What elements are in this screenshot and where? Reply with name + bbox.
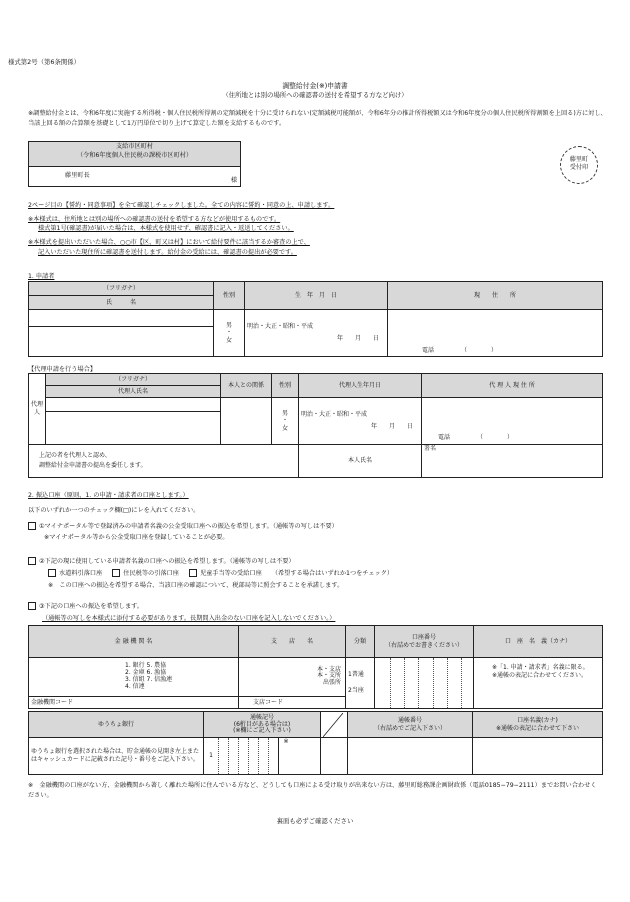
yucho-number-header [348,712,473,738]
child-allowance-checkbox[interactable] [189,569,197,577]
branch-header: 支 店 名 [239,626,346,658]
reception-stamp [560,146,598,184]
applicant-name-field[interactable] [29,326,214,356]
principal-signature-field[interactable] [422,444,603,477]
proxy-address-field[interactable] [422,398,603,444]
proxy-relation-field[interactable] [221,398,272,444]
applicant-phone: 電話 （ ） [422,346,498,354]
yucho-asterisk: ※ [278,738,293,774]
recipient-box [28,141,241,187]
proxy-address-header: 代 理 人 現 住 所 [422,374,603,398]
symbol-note: (6桁目がある場合は) (※欄にご記入下さい) [233,720,291,735]
option1-note: ※マイナポータル等から公金受取口座を登録していることが必要。 [44,534,229,541]
yucho-table [28,711,603,775]
signature-label: 署名 [424,444,437,452]
address-header: 現 住 所 [388,282,603,310]
branch-code-field[interactable] [239,696,346,708]
water-account-label: 水道料引落口座 [59,570,103,577]
form-subtitle: （住所地とは別の場所への確認書の送付を希望する方など向け） [222,91,408,99]
yucho-holder-field[interactable] [473,738,603,775]
yucho-holder-header [473,712,603,738]
applicant-ymd: 年 月 日 [336,335,379,343]
option1-checkbox[interactable] [28,522,36,530]
yucho-description: ゆうちょ銀行を選択された場合は、貯金通帳の見開き左上またはキャッシュカードに記載された記号・番号をご記入下さい。 [29,738,204,775]
option3-note: （通帳等の写しを本様式に添付する必要があります。長期間入出金のない口座を記入しないでください。） [42,615,336,622]
yucho-header: ゆうちょ銀行 [29,712,204,738]
proxy-table [28,373,603,478]
proxy-furigana-field[interactable] [46,398,221,411]
usage-note-1: ※本様式は、住所地とは別の場所への確認書の送付を希望する方などが使用するものです。 [28,216,281,223]
birthdate-header: 生 年 月 日 [245,282,388,310]
form-title: 調整給付金(※)申請書 [282,82,348,90]
option3-checkbox[interactable] [28,602,36,610]
applicant-address-field[interactable] [388,310,603,357]
holder-field[interactable] [474,658,603,709]
applicant-gender-options[interactable]: 男 ・ 女 [214,310,245,357]
proxy-phone: 電話 （ ） [438,434,514,442]
applicant-heading: 1. 申請者 [28,273,55,280]
yucho-number-label: 通帳番号 [397,717,422,724]
mayor-label: 藤里町長 [65,172,90,179]
institution-header: 金 融 機 関 名 [29,626,239,658]
symbol-header [204,712,321,738]
tax-account-label: 住民税等の引落口座 [123,570,179,577]
applicant-table [28,281,603,357]
stamp-line1: 藤里町 [569,156,589,163]
bank-code-field[interactable] [29,696,239,708]
recipient-header [29,142,240,167]
type-header: 分類 [346,626,375,658]
review-note-1: ※本様式を提出いただいた場合、○○市【区、町又は村】において給付要件に該当するか審査の上で、 [28,239,310,246]
yucho-symbol-field[interactable] [204,738,321,775]
yucho-holder-label: 口座名義(カナ) [517,717,558,724]
option3-text: ③下記の口座への振込を希望します。 [39,603,144,610]
holder-note: ※「1. 申請・請求者」名義に限る。 ※通帳の表記に合わせてください。 [492,664,589,680]
option2-consent: ※ この口座への振込を希望する場合、当該口座の確認について、税部局等に照会することを承諾します。 [48,582,344,589]
account-number-note: （右詰めでお書きください） [384,641,463,649]
applicant-birthdate-field[interactable] [245,310,388,357]
proxy-relation-header: 本人との関係 [221,374,272,398]
account-number-digits [375,658,473,708]
principal-name-label: 本人氏名 [299,444,422,477]
bank-table [28,625,603,709]
applicant-era-options: 明治・大正・昭和・平成 [247,323,314,331]
water-account-checkbox[interactable] [48,569,56,577]
choose-one-note: （希望する場合はいずれか1つをチェック） [271,570,394,577]
yucho-blank [321,738,348,775]
bank-code-label: 金融機関コード [31,698,74,706]
tax-account-checkbox[interactable] [112,569,120,577]
option1-text: ①マイナポータル等で登録済みの申請者名義の公金受取口座への振込を希望します。（通帳等の写しは不要） [39,523,338,530]
consent-statement: 2ページ目の【誓約・同意事項】を全て確認しチェックしました。全ての内容に誓約・同意の上、申請します。 [28,202,335,209]
proxy-furigana-header: （フリガナ） [46,374,221,386]
option3-row [28,601,143,610]
proxy-birthdate-field[interactable] [299,398,422,444]
footer-note: ※ 金融機関の口座がない方、金融機関から著しく離れた場所に住んでいる方など、どうしても口座による受け取りが出来ない方は、藤里町総務課企画財政係（電話0185−79−2111）までお問い合わせください。 [28,782,597,799]
institution-field[interactable]: 1. 銀行 5. 農協 2. 金庫 6. 漁協 3. 信組 7. 信漁連 4. 信連 [29,658,239,697]
proxy-name-header: 代理人氏名 [46,386,221,398]
proxy-birthdate-header: 代理人生年月日 [299,374,422,398]
account-number-header [375,626,474,658]
yucho-one: 1 [209,752,213,759]
option2-suboptions [48,568,393,577]
back-page-note: 裏面も必ずご確認ください [276,817,354,825]
proxy-gender-options[interactable]: 男 ・ 女 [272,398,299,444]
diagonal-slash [323,713,343,737]
form-number: 様式第2号（第6条関係） [8,58,81,66]
stamp-line2: 受付印 [569,164,589,172]
proxy-gender-header: 性別 [272,374,299,398]
account-number-field[interactable] [375,658,474,709]
proxy-era-options: 明治・大正・昭和・平成 [301,411,368,419]
option2-text: ②下記の現に使用している申請者名義の口座への振込を希望します。（通帳等の写しは不要） [39,558,295,565]
bank-heading: 2. 振込口座（原則、1. の申請・請求者の口座とします。） [28,492,189,499]
option2-checkbox[interactable] [28,557,36,565]
proxy-name-field[interactable] [46,411,221,444]
honorific: 様 [230,177,237,184]
recipient-line2: （令和6年度個人住民税の課税市区町村） [76,151,193,159]
option1-row [28,521,338,530]
symbol-label: 通帳記号 [249,714,274,722]
furigana-header: （フリガナ） [29,282,214,296]
proxy-heading: 【代理申請を行う場合】 [28,366,97,373]
account-number-label: 口座番号 [411,634,436,641]
delegation-text: 上記の者を代理人と認め、 調整給付金申請書の提出を委任します。 [29,444,299,477]
branch-field[interactable]: 本・支店 本・支所 出張所 [239,658,346,697]
holder-header: 口 座 名 義（カナ） [474,626,603,658]
yucho-number-field[interactable] [348,738,473,775]
child-allowance-label: 児童手当等の受給口座 [199,570,262,577]
applicant-furigana-field[interactable] [29,310,214,326]
yucho-divider [321,712,348,738]
option2-row [28,556,295,565]
proxy-ymd: 年 月 日 [370,423,413,431]
review-note-2: 記入いただいた現住所に確認書を送付します。給付金の受給には、確認書の提出が必要です。 [38,249,297,256]
name-header: 氏 名 [29,296,214,310]
recipient-line1: 支給市区町村 [115,143,154,150]
yucho-number-note: （右詰めでご記入下さい） [373,724,446,732]
checkbox-instruction: 以下のいずれか一つのチェック欄(□)にレを入れてください。 [28,507,200,514]
branch-code-label: 支店コード [253,698,284,706]
account-type-options[interactable]: 1普通 2当座 [346,658,375,709]
gender-header: 性別 [214,282,245,310]
intro-note: ※調整給付金とは、令和6年度に実施する所得税・個人住民税所得割の定額減税を十分に受けられない(定額減税可能額が、令和6年分の推計所得税額又は令和6年度分の個人住民税所得割額を上回る)方に対し、当該上回る額の合算額を基礎として1万円単位で切り上げて算定した額を支給するものです。 [28,110,607,127]
yucho-holder-note: ※通帳の表記に合わせて下さい [495,724,580,732]
usage-note-2: 様式第1号(確認書)が届いた場合は、本様式を使用せず、確認書に記入・返送してください。 [38,225,294,232]
proxy-side-label: 代理人 [29,374,46,445]
